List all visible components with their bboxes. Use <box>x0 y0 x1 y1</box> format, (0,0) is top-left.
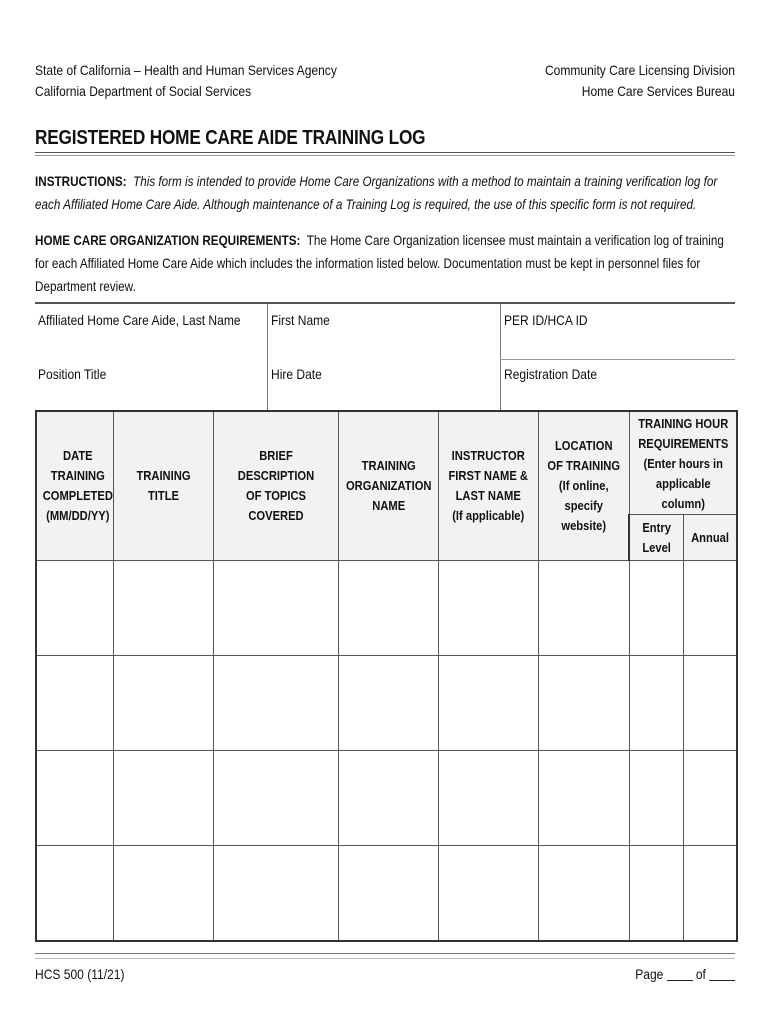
form-id: HCS 500 (11/21) <box>35 966 125 982</box>
division-name: Community Care Licensing Division <box>544 62 735 78</box>
header-instructor-name-text: INSTRUCTOR FIRST NAME & LAST NAME (If applicable) <box>448 448 528 523</box>
header-organization-name-text: TRAINING ORGANIZATION NAME <box>345 458 431 513</box>
table-cell[interactable] <box>438 561 538 656</box>
header-organization-name <box>338 411 438 561</box>
bureau-name: Home Care Services Bureau <box>581 83 735 99</box>
grid-divider <box>500 359 735 360</box>
table-cell[interactable] <box>36 656 113 751</box>
header-training-title <box>113 411 213 561</box>
header-annual <box>683 515 737 561</box>
instructions-label: INSTRUCTIONS: <box>35 174 127 189</box>
table-cell[interactable] <box>36 846 113 942</box>
hire-date-field[interactable]: Hire Date <box>271 366 322 382</box>
header-entry-level <box>629 515 683 561</box>
title-rule <box>35 152 735 156</box>
table-cell[interactable] <box>338 846 438 942</box>
table-cell[interactable] <box>538 846 629 942</box>
table-row <box>36 846 737 942</box>
position-title-field[interactable]: Position Title <box>38 366 107 382</box>
footer-rule <box>35 953 735 959</box>
grid-divider <box>500 304 501 359</box>
department-name: California Department of Social Services <box>35 83 252 99</box>
table-cell[interactable] <box>113 846 213 942</box>
header-hour-requirements <box>629 411 737 515</box>
table-cell[interactable] <box>538 751 629 846</box>
table-cell[interactable] <box>538 656 629 751</box>
table-cell[interactable] <box>213 751 338 846</box>
first-name-field[interactable]: First Name <box>271 312 330 328</box>
table-cell[interactable] <box>683 846 737 942</box>
form-title: REGISTERED HOME CARE AIDE TRAINING LOG <box>35 127 426 149</box>
instructions-text: This form is intended to provide Home Care Organizations with a method to maintain a training verification log for each Affiliated Home Care Aide. Although maintenance of a Training Log is required, the use of this specific form is not required. <box>35 174 718 212</box>
agency-name: State of California – Health and Human Services Agency <box>35 62 337 78</box>
grid-divider <box>267 304 268 412</box>
header-entry-level-text: Entry Level <box>641 519 671 555</box>
table-cell[interactable] <box>113 656 213 751</box>
table-cell[interactable] <box>629 561 683 656</box>
table-cell[interactable] <box>338 561 438 656</box>
table-cell[interactable] <box>683 561 737 656</box>
table-cell[interactable] <box>113 561 213 656</box>
header-date-completed <box>36 411 113 561</box>
requirements-paragraph <box>35 229 732 298</box>
header-date-completed-text: DATE TRAINING COMPLETED (MM/DD/YY) <box>42 448 113 523</box>
page-number-field[interactable] <box>667 966 693 981</box>
table-cell[interactable] <box>629 751 683 846</box>
page-counter <box>635 966 735 982</box>
header-location-text: LOCATION OF TRAINING (If online, specify website) <box>546 438 620 533</box>
last-name-field[interactable]: Affiliated Home Care Aide, Last Name <box>38 312 241 328</box>
table-cell[interactable] <box>438 656 538 751</box>
table-cell[interactable] <box>213 561 338 656</box>
table-cell[interactable] <box>213 846 338 942</box>
page-label: Page <box>635 966 664 982</box>
header-annual-text: Annual <box>690 529 729 545</box>
requirements-text: The Home Care Organization licensee must maintain a verification log of training for each Affiliated Home Care Aide which includes the information listed below. Documentation must be kept in personnel files for Department review. <box>35 233 724 294</box>
of-label: of <box>695 966 706 982</box>
table-cell[interactable] <box>113 751 213 846</box>
instructions-paragraph <box>35 170 732 216</box>
page-total-field[interactable] <box>709 966 735 981</box>
header-brief-description-text: BRIEF DESCRIPTION OF TOPICS COVERED <box>237 448 314 523</box>
requirements-label: HOME CARE ORGANIZATION REQUIREMENTS: <box>35 233 301 248</box>
table-row <box>36 561 737 656</box>
table-cell[interactable] <box>438 751 538 846</box>
table-cell[interactable] <box>683 751 737 846</box>
grid-divider <box>500 359 501 412</box>
agency-header <box>35 60 337 102</box>
header-training-title-text: TRAINING TITLE <box>135 468 191 503</box>
table-cell[interactable] <box>438 846 538 942</box>
header-hour-requirements-text: TRAINING HOUR REQUIREMENTS (Enter hours in applicable column) <box>637 416 728 511</box>
table-cell[interactable] <box>338 656 438 751</box>
header-location <box>538 411 629 561</box>
registration-date-field[interactable]: Registration Date <box>504 366 598 382</box>
table-cell[interactable] <box>629 656 683 751</box>
table-row <box>36 751 737 846</box>
table-cell[interactable] <box>338 751 438 846</box>
header-instructor-name <box>438 411 538 561</box>
training-log-table <box>35 410 738 942</box>
division-header <box>545 60 735 102</box>
table-cell[interactable] <box>538 561 629 656</box>
table-cell[interactable] <box>36 751 113 846</box>
aide-info-grid <box>35 302 735 412</box>
table-cell[interactable] <box>683 656 737 751</box>
table-row <box>36 656 737 751</box>
table-cell[interactable] <box>36 561 113 656</box>
header-brief-description <box>213 411 338 561</box>
per-id-field[interactable]: PER ID/HCA ID <box>504 312 588 328</box>
training-log-body <box>36 561 737 942</box>
table-cell[interactable] <box>629 846 683 942</box>
table-cell[interactable] <box>213 656 338 751</box>
